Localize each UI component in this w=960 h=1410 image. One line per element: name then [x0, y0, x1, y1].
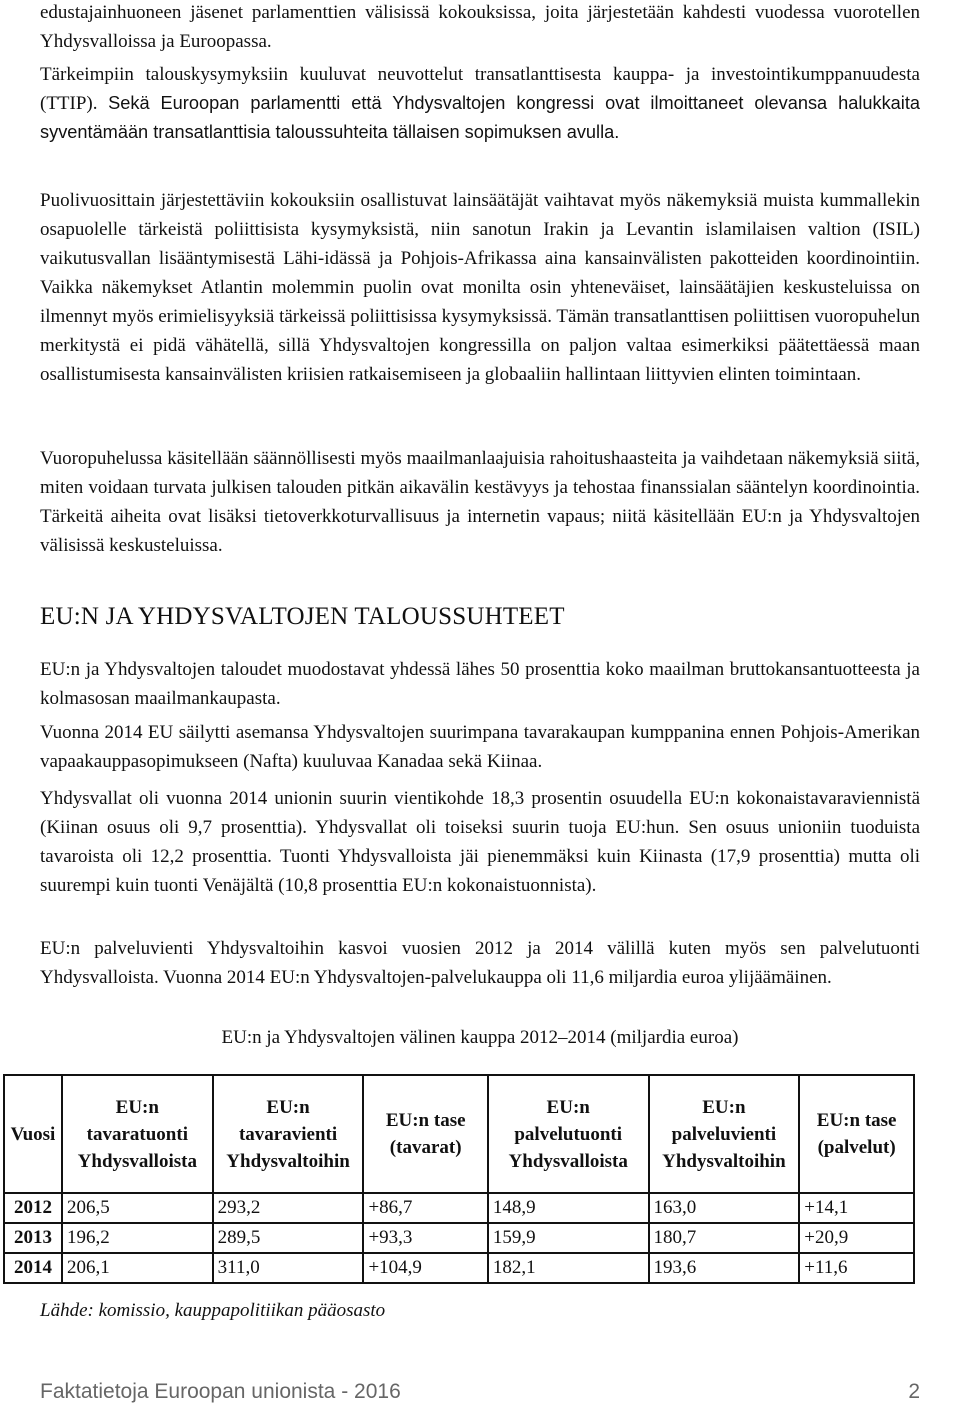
paragraph-economies: EU:n ja Yhdysvaltojen taloudet muodostavat yhdessä lähes 50 prosenttia koko maailman bruttokansantuotteesta ja kolmasosan maailmankaupasta.	[40, 659, 920, 709]
header-services-exports: EU:n palveluvienti Yhdysvaltoihin	[649, 1075, 800, 1193]
paragraph-finance: Vuoropuhelussa käsitellään säännöllisesti myös maailmanlaajuisia rahoitushaasteita ja vaihdetaan näkemyksiä siitä, miten voidaan turvata julkisen talouden pitkän aikavälin kestävyys ja tehostaa finanssialan sääntelyn koordinointia. Tärkeitä aiheita ovat lisäksi tietoverkkoturvallisuus ja internetin vapaus; niitä käsitellään EU:n ja Yhdysvaltojen välisissä keskusteluissa.	[40, 448, 920, 556]
table-cell: 293,2	[213, 1193, 364, 1223]
paragraph-ttip	[40, 60, 920, 147]
table-cell: +14,1	[799, 1193, 914, 1223]
table-row	[4, 1253, 914, 1283]
paragraph-dialogue: Puolivuosittain järjestettäviin kokouksiin osallistuvat lainsäätäjät vaihtavat myös näkemyksiä muista kummallekin osapuolelle tärkeistä poliittisista kysymyksistä, niin sanotun Irakin ja Levantin islamilaisen valtion (ISIL) vaikutusvallan lisääntymisestä Lähi-idässä ja Pohjois-Afrikassa aina kansainvälisten pakotteiden koordinointiin. Vaikka näkemykset Atlantin molemmin puolin ovat monilta osin yhteneväiset, lainsäätäjien keskusteluissa on ilmennyt myös erimielisyyksiä tärkeissä poliittisissa kysymyksissä. Tämän transatlanttisen poliittisen vuoropuhelun merkitystä ei pidä vähätellä, sillä Yhdysvaltojen kongressilla on paljon valtaa esimerkiksi päätettäessä maan osallistumisesta kansainvälisten kriisien ratkaisemiseen ja globaaliin hallintaan liittyvien elinten toimintaan.	[40, 190, 920, 385]
table-cell-year: 2012	[4, 1193, 62, 1223]
footer-title: Faktatietoja Euroopan unionista - 2016	[40, 1380, 401, 1403]
table-cell: 193,6	[649, 1253, 800, 1283]
paragraph-services: EU:n palveluvienti Yhdysvaltoihin kasvoi vuosien 2012 ja 2014 välillä kuten myös sen palvelutuonti Yhdysvalloista. Vuonna 2014 EU:n Yhdysvaltojen-palvelukauppa oli 11,6 miljardia euroa ylijäämäinen.	[40, 938, 920, 988]
table-cell: +104,9	[363, 1253, 487, 1283]
table-cell: 206,1	[62, 1253, 213, 1283]
paragraph-partner: Vuonna 2014 EU säilytti asemansa Yhdysvaltojen suurimpana tavarakaupan kumppanina ennen Pohjois-Amerikan vapaakauppasopimukseen (Nafta) kuuluvaa Kanadaa sekä Kiinaa.	[40, 722, 920, 772]
section-heading: EU:N JA YHDYSVALTOJEN TALOUSSUHTEET	[40, 603, 565, 630]
table-cell: 196,2	[62, 1223, 213, 1253]
table-cell: 206,5	[62, 1193, 213, 1223]
header-year: Vuosi	[4, 1075, 62, 1193]
table-cell: 180,7	[649, 1223, 800, 1253]
table-cell: 163,0	[649, 1193, 800, 1223]
table-cell: 311,0	[213, 1253, 364, 1283]
table-cell-year: 2014	[4, 1253, 62, 1283]
table-cell: 159,9	[488, 1223, 649, 1253]
page-number: 2	[908, 1380, 920, 1403]
table-cell: 289,5	[213, 1223, 364, 1253]
paragraph-exports: Yhdysvallat oli vuonna 2014 unionin suurin vientikohde 18,3 prosentin osuudella EU:n kokonaistavaraviennistä (Kiinan osuus oli 9,7 prosenttia). Yhdysvallat oli toiseksi suurin tuoja EU:hun. Sen osuus unioniin tuoduista tavaroista oli 12,2 prosenttia. Tuonti Yhdysvalloista jäi pienemmäksi kuin Kiinasta (17,9 prosenttia) mutta oli suurempi kuin tuonti Venäjältä (10,8 prosenttia EU:n kokonaistuonnista).	[40, 788, 920, 896]
header-services-imports: EU:n palvelutuonti Yhdysvalloista	[488, 1075, 649, 1193]
paragraph-continued: edustajainhuoneen jäsenet parlamenttien välisissä kokouksissa, joita järjestetään kahdesti vuodessa vuorotellen Yhdysvalloissa ja Euroopassa.	[40, 2, 920, 52]
table-source: Lähde: komissio, kauppapolitiikan pääosasto	[40, 1300, 386, 1321]
header-services-balance: EU:n tase (palvelut)	[799, 1075, 914, 1193]
header-goods-exports: EU:n tavaravienti Yhdysvaltoihin	[213, 1075, 364, 1193]
header-goods-imports: EU:n tavaratuonti Yhdysvalloista	[62, 1075, 213, 1193]
page-footer	[40, 1380, 920, 1404]
paragraph-ttip-sans: Sekä Euroopan parlamentti että Yhdysvaltojen kongressi ovat ilmoittaneet olevansa halukkaita syventämään transatlanttisia taloussuhteita tällaisen sopimuksen avulla.	[40, 93, 921, 142]
table-header-row	[4, 1075, 914, 1193]
table-row	[4, 1223, 914, 1253]
table-cell: 182,1	[488, 1253, 649, 1283]
table-cell: +20,9	[799, 1223, 914, 1253]
table-cell: +93,3	[363, 1223, 487, 1253]
paragraph-ttip-lead: Tärkeimpiin talouskysymyksiin kuuluvat neuvottelut transatlanttisesta kauppa- ja investointikumppanuudesta (TTIP).	[40, 64, 920, 114]
table-cell: 148,9	[488, 1193, 649, 1223]
table-cell: +86,7	[363, 1193, 487, 1223]
table-cell-year: 2013	[4, 1223, 62, 1253]
header-goods-balance: EU:n tase (tavarat)	[363, 1075, 487, 1193]
trade-table-wrapper	[10, 1074, 915, 1284]
table-caption: EU:n ja Yhdysvaltojen välinen kauppa 2012–2014 (miljardia euroa)	[221, 1027, 739, 1048]
trade-table	[3, 1074, 915, 1284]
table-row	[4, 1193, 914, 1223]
table-cell: +11,6	[799, 1253, 914, 1283]
